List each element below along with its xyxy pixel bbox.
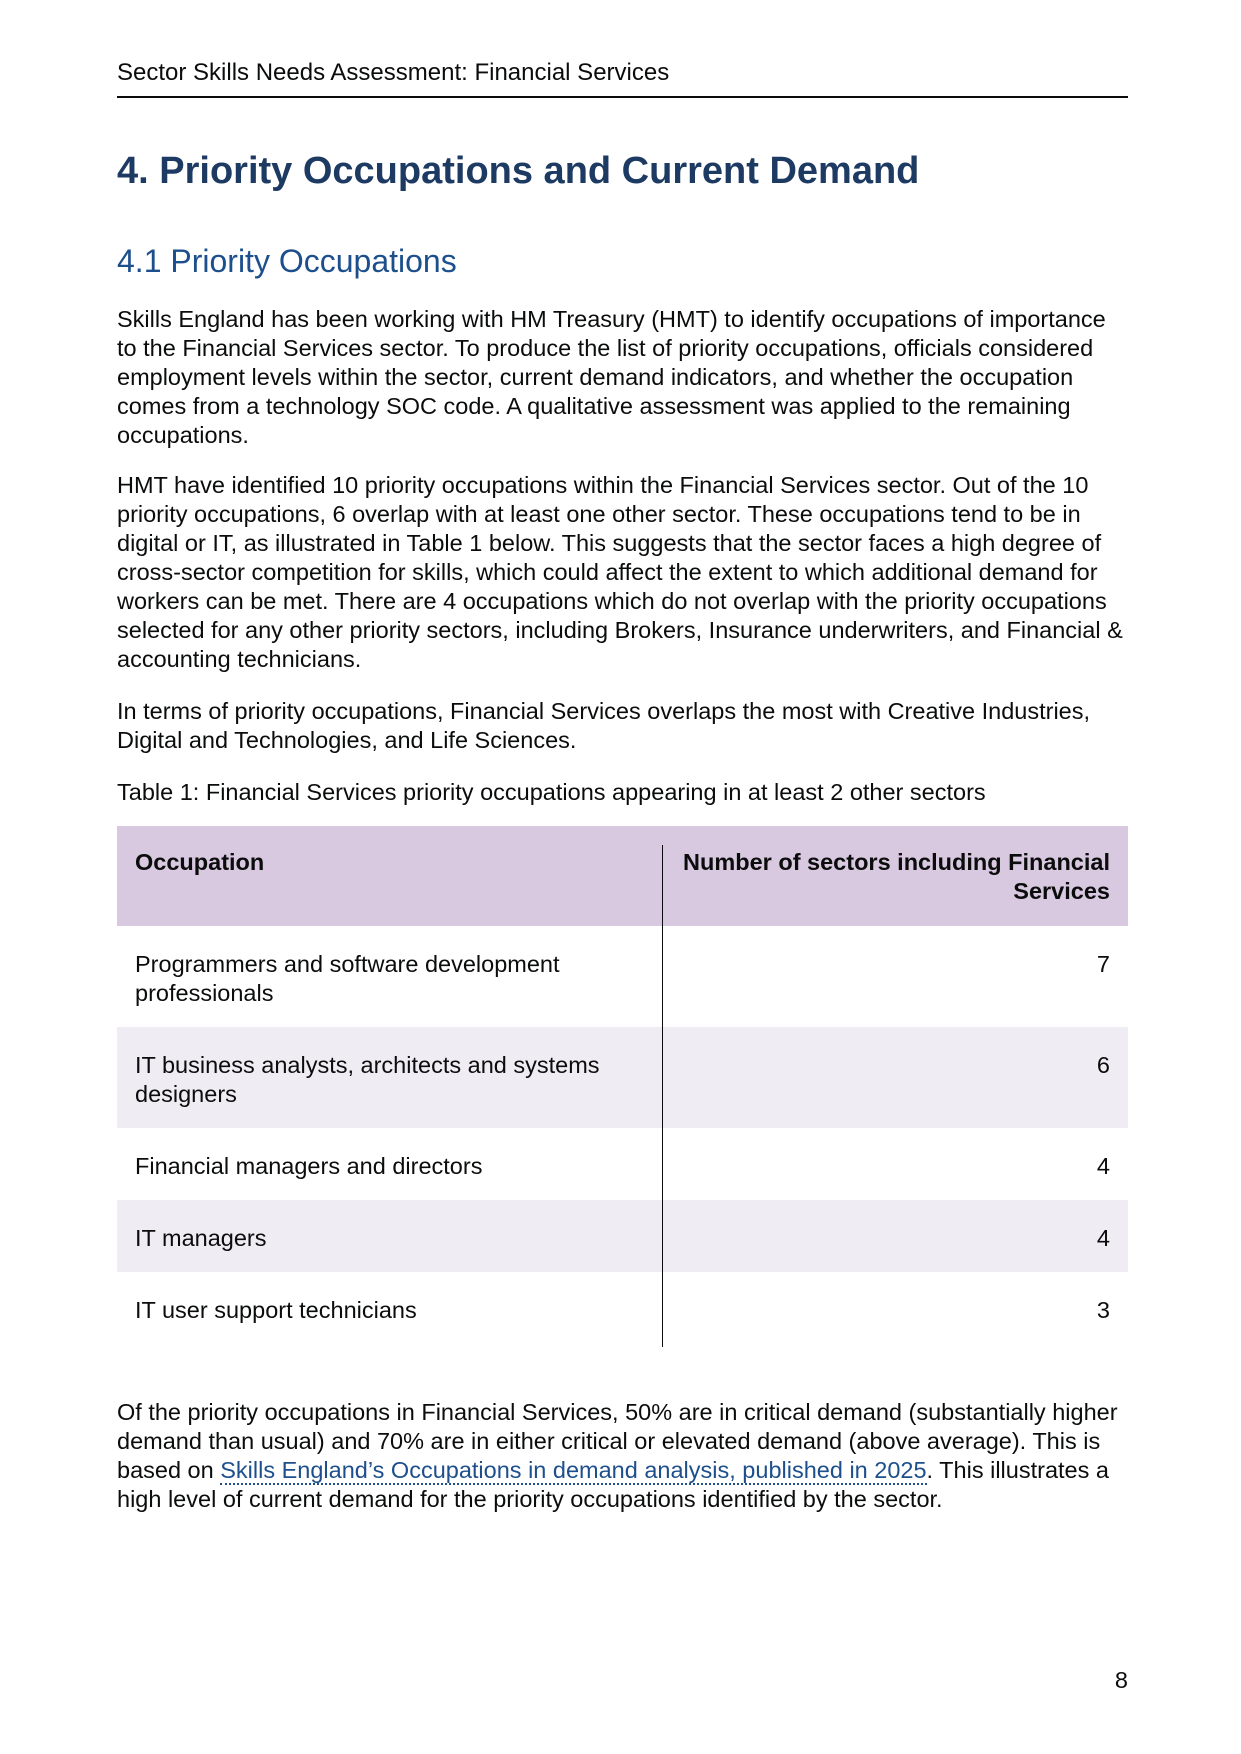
table-row (117, 1027, 1128, 1128)
subsection-title: 4.1 Priority Occupations (117, 243, 457, 279)
sectors-count-cell: 4 (1096, 1153, 1110, 1179)
paragraph-intro: Skills England has been working with HM Treasury (HMT) to identify occupations of importance to the Financial Services sector. To produce the list of priority occupations, officials considered employment levels within the sector, current demand indicators, and whether the occupation comes from a technology SOC code. A qualitative assessment was applied to the remaining occupations. (117, 306, 1106, 448)
table-row (117, 1200, 1128, 1272)
occupation-cell: Financial managers and directors (135, 1153, 483, 1179)
occupation-cell: IT business analysts, architects and systems designers (117, 1027, 661, 1128)
table-column-divider (662, 845, 663, 1347)
demand-text-end: . This illustrates a high level of current demand for the priority occupations identified by the sector. (117, 1457, 1109, 1512)
priority-occupations-table (117, 826, 1128, 1344)
occupation-cell: IT managers (117, 1200, 661, 1272)
table-header-row (117, 826, 1128, 926)
running-header: Sector Skills Needs Assessment: Financial Services (117, 58, 1128, 98)
sectors-count-cell: 6 (661, 1027, 1128, 1128)
sectors-count-cell: 3 (1096, 1297, 1110, 1323)
occupation-cell: IT user support technicians (135, 1297, 417, 1323)
table-caption: Table 1: Financial Services priority occupations appearing in at least 2 other sectors (117, 779, 986, 805)
paragraph-sector-overlap: In terms of priority occupations, Financial Services overlaps the most with Creative Industries, Digital and Technologies, and Life Sciences. (117, 698, 1091, 753)
table-row (117, 1272, 1128, 1344)
demand-text-start: Of the priority occupations in Financial Services, 50% are in critical demand (substantially higher demand than usual) and 70% are in either critical or elevated demand (above average). This is based on (117, 1399, 1118, 1483)
sectors-count-cell: 4 (661, 1200, 1128, 1272)
header-occupation: Occupation (117, 826, 661, 926)
header-number-of-sectors: Number of sectors including Financial Services (661, 826, 1128, 926)
table-row (117, 1128, 1128, 1200)
occupation-cell: Programmers and software development professionals (135, 951, 560, 1006)
table-row (117, 926, 1128, 1027)
paragraph-priority-occupations: HMT have identified 10 priority occupations within the Financial Services sector. Out of the 10 priority occupations, 6 overlap with at least one other sector. These occupations tend to be in digital or IT, as illustrated in Table 1 below. This suggests that the sector faces a high degree of cross-sector competition for skills, which could affect the extent to which additional demand for workers can be met. There are 4 occupations which do not overlap with the priority occupations selected for any other priority sectors, including Brokers, Insurance underwriters, and Financial & accounting technicians. (117, 472, 1123, 672)
sectors-count-cell: 7 (1096, 951, 1110, 977)
section-title: 4. Priority Occupations and Current Demand (117, 150, 920, 192)
occupations-in-demand-link[interactable]: Skills England’s Occupations in demand analysis, published in 2025 (220, 1457, 927, 1483)
paragraph-current-demand (117, 1398, 1128, 1514)
page-number: 8 (1114, 1667, 1128, 1693)
